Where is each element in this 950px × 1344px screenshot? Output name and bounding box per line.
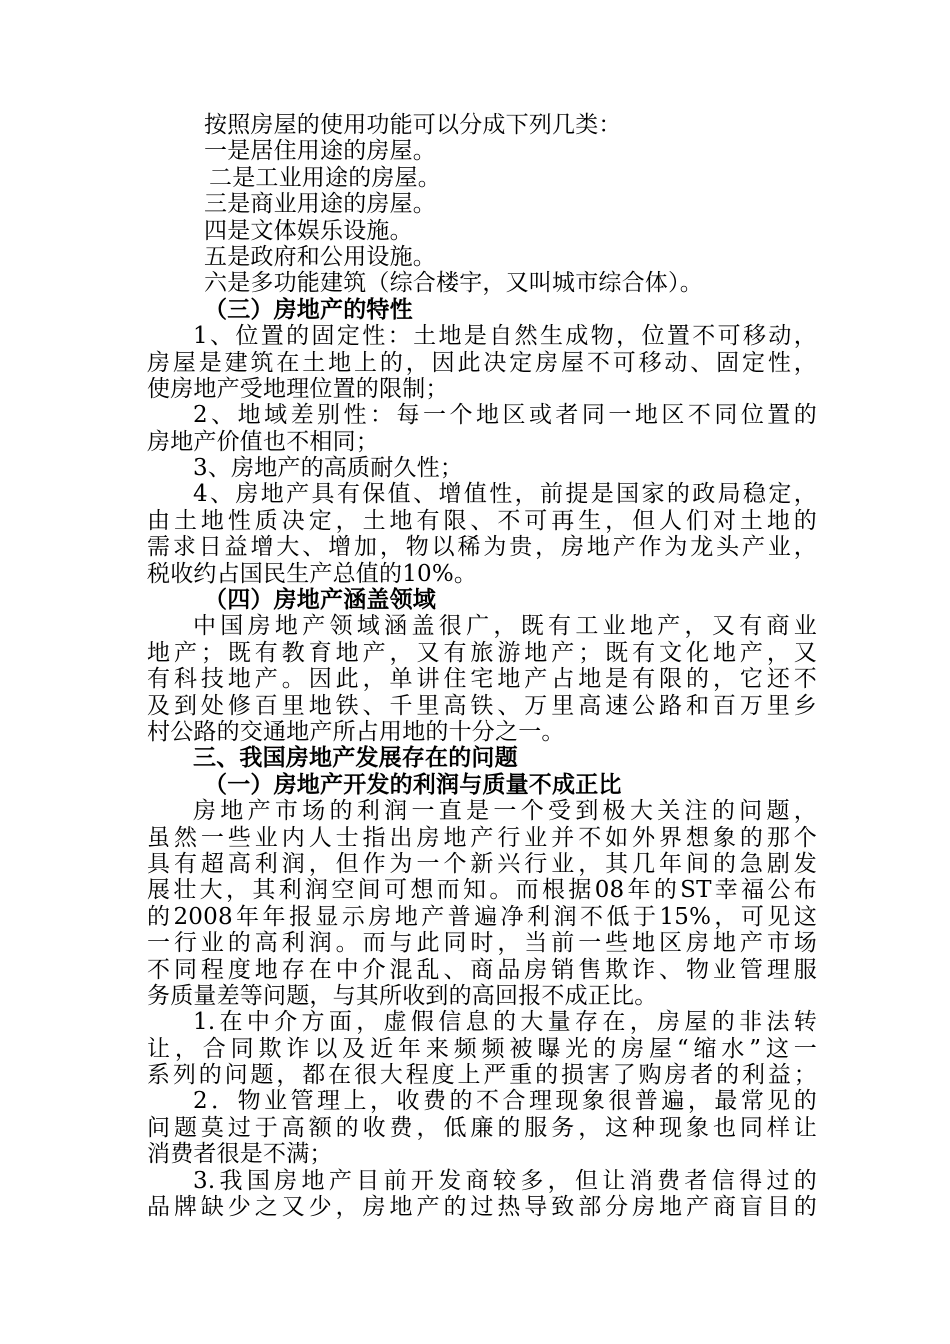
section-heading: 三、我国房地产发展存在的问题 bbox=[193, 744, 518, 772]
text-line: 务质量差等问题，与其所收到的高回报不成正比。 bbox=[147, 982, 658, 1009]
text-line: 不同程度地存在中介混乱、商品房销售欺诈、物业管理服 bbox=[147, 956, 817, 983]
text-line: 按照房屋的使用功能可以分成下列几类： bbox=[204, 112, 622, 138]
text-line: 让，合同欺诈以及近年来频频被曝光的房屋“缩水”这一 bbox=[147, 1035, 817, 1062]
text-line: 系列的问题，都在很大程度上严重的损害了购房者的利益； bbox=[147, 1062, 817, 1089]
text-line: 由土地性质决定，土地有限、不可再生，但人们对土地的 bbox=[147, 507, 817, 534]
text-line: 房屋是建筑在土地上的，因此决定房屋不可移动、固定性， bbox=[147, 349, 817, 376]
text-line: 消费者很是不满； bbox=[147, 1141, 333, 1168]
text-line: 有科技地产。因此，单讲住宅地产占地是有限的，它还不 bbox=[147, 666, 817, 693]
text-line: 2．物业管理上，收费的不合理现象很普遍，最常见的 bbox=[193, 1088, 817, 1115]
text-line: 四是文体娱乐设施。 bbox=[204, 217, 413, 244]
text-line: 4、房地产具有保值、增值性，前提是国家的政局稳定， bbox=[193, 481, 817, 508]
text-line: 村公路的交通地产所占用地的十分之一。 bbox=[147, 718, 565, 745]
text-line: 品牌缺少之又少，房地产的过热导致部分房地产商盲目的 bbox=[147, 1194, 817, 1221]
text-line: 虽然一些业内人士指出房地产行业并不如外界想象的那个 bbox=[147, 824, 817, 851]
section-heading: （四）房地产涵盖领域 bbox=[204, 586, 436, 614]
section-heading: （一）房地产开发的利润与质量不成正比 bbox=[204, 770, 622, 798]
text-line: 具有超高利润，但作为一个新兴行业，其几年间的急剧发 bbox=[147, 850, 817, 877]
text-line: 二是工业用途的房屋。 bbox=[209, 164, 441, 191]
text-line: 三是商业用途的房屋。 bbox=[204, 191, 436, 218]
text-line: 的2008年年报显示房地产普遍净利润不低于15%，可见这 bbox=[147, 903, 817, 930]
text-line: 及到处修百里地铁、千里高铁、万里高速公路和百万里乡 bbox=[147, 692, 817, 719]
text-line: 1.在中介方面，虚假信息的大量存在，房屋的非法转 bbox=[193, 1009, 817, 1036]
text-line: 一是居住用途的房屋。 bbox=[204, 138, 436, 165]
text-line: 房地产市场的利润一直是一个受到极大关注的问题， bbox=[193, 798, 817, 825]
text-line: 问题莫过于高额的收费，低廉的服务，这种现象也同样让 bbox=[147, 1114, 817, 1141]
text-line: 地产；既有教育地产，又有旅游地产；既有文化地产，又 bbox=[147, 639, 817, 666]
text-line: 五是政府和公用设施。 bbox=[204, 243, 436, 270]
text-line: 2、地域差别性：每一个地区或者同一地区不同位置的 bbox=[193, 402, 817, 429]
text-line: 使房地产受地理位置的限制； bbox=[147, 375, 449, 402]
text-line: 3.我国房地产目前开发商较多，但让消费者信得过的 bbox=[193, 1167, 817, 1194]
section-heading: （三）房地产的特性 bbox=[204, 295, 413, 323]
text-line: 房地产价值也不相同； bbox=[147, 428, 379, 455]
text-line: 六是多功能建筑（综合楼宇，又叫城市综合体）。 bbox=[204, 270, 703, 297]
text-line: 3、房地产的高质耐久性； bbox=[193, 455, 464, 482]
text-line: 需求日益增大、增加，物以稀为贵，房地产作为龙头产业， bbox=[147, 534, 817, 561]
text-line: 展壮大，其利润空间可想而知。而根据08年的ST幸福公布 bbox=[147, 877, 817, 904]
text-line: 中国房地产领域涵盖很广，既有工业地产，又有商业 bbox=[193, 613, 817, 640]
document-page bbox=[147, 112, 817, 1220]
text-line: 一行业的高利润。而与此同时，当前一些地区房地产市场 bbox=[147, 930, 817, 957]
text-line: 税收约占国民生产总值的10%。 bbox=[147, 560, 478, 587]
text-line: 1、位置的固定性：土地是自然生成物，位置不可移动， bbox=[193, 323, 817, 350]
